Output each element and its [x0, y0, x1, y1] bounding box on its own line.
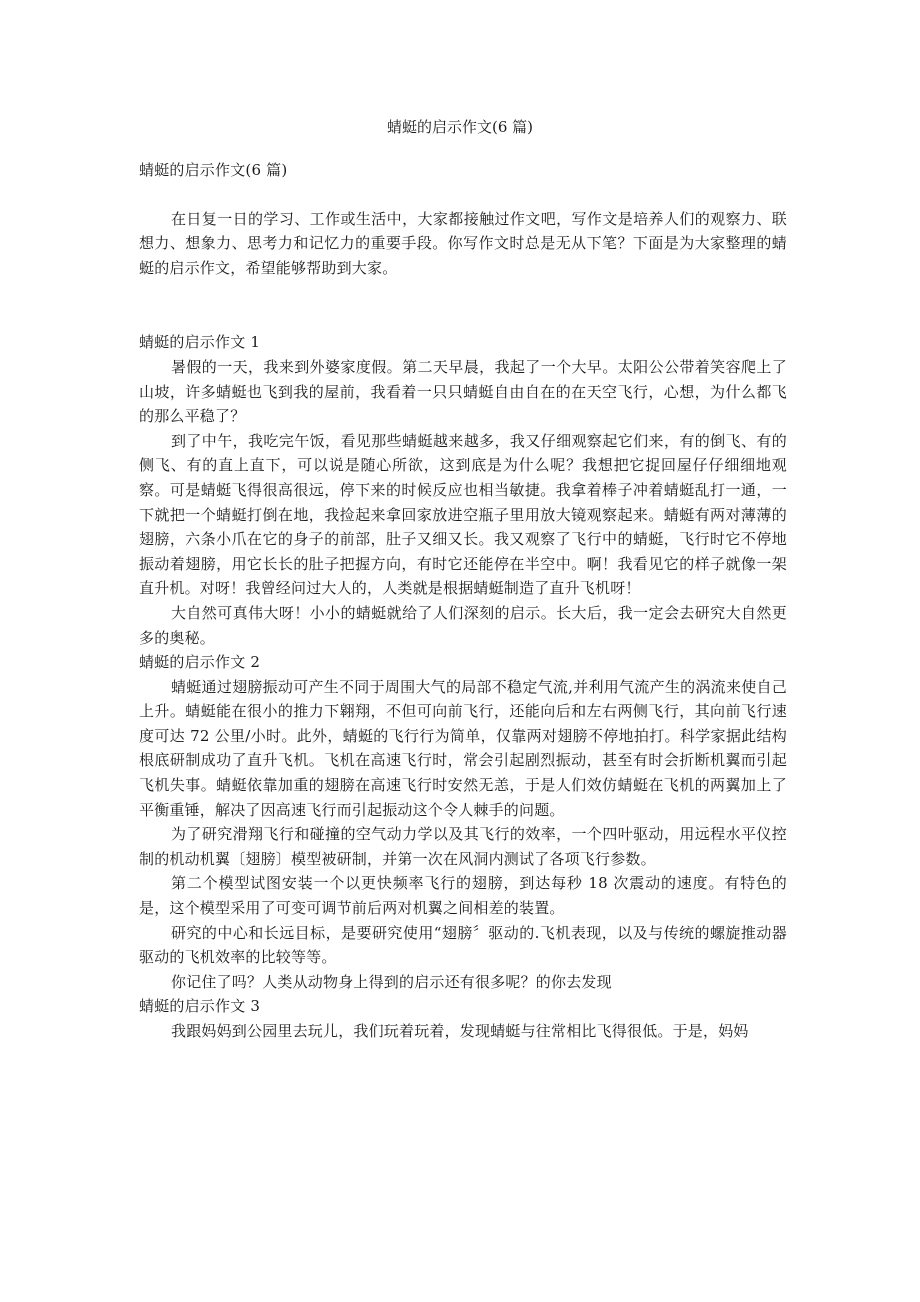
body-paragraph: 我跟妈妈到公园里去玩儿，我们玩着玩着，发现蜻蜓与往常相比飞得很低。于是，妈妈 [171, 1022, 749, 1040]
body-paragraph: 到了中午，我吃完午饭，看见那些蜻蜓越来越多，我又仔细观察起它们来，有的倒飞、有的侧飞、有的直上直下，可以说是随心所欲，这到底是为什么呢？我想把它捉回屋仔仔细细地观察。可是蜻蜓飞得很高很远，停下来的时候反应也相当敏捷。我拿着棒子冲着蜻蜓乱打一通，一下就把一个蜻蜓打倒在地，我捡起来拿回家放进空瓶子里用放大镜观察起来。蜻蜓有两对薄薄的翅膀，六条小爪在它的身子的前部，肚子又细又长。我又观察了飞行中的蜻蜓，飞行时它不停地振动着翅膀，用它长长的肚子把握方向，有时它还能停在半空中。啊！我看见它的样子就像一架直升机。对呀！我曾经问过大人的，人类就是根据蜻蜓制造了直升飞机呀！ [139, 431, 787, 598]
body-paragraph: 为了研究滑翔飞行和碰撞的空气动力学以及其飞行的效率，一个四叶驱动，用远程水平仪控制的机动机翼〔翅膀〕模型被研制，并第一次在风洞内测试了各项飞行参数。 [139, 825, 787, 868]
section-heading: 蜻蜓的启示作文 3 [139, 997, 261, 1016]
section-heading: 蜻蜓的启示作文 2 [139, 653, 261, 672]
body-paragraph: 蜻蜓通过翅膀振动可产生不同于周围大气的局部不稳定气流,并利用气流产生的涡流来使自己上升。蜻蜓能在很小的推力下翱翔，不但可向前飞行，还能向后和左右两侧飞行，其向前飞行速度可达 72 公里/小时。此外，蜻蜓的飞行行为简单，仅靠两对翅膀不停地拍打。科学家据此结构根底研制成功了直升飞机。飞机在高速飞行时，常会引起剧烈振动，甚至有时会折断机翼而引起飞机失事。蜻蜓依靠加重的翅膀在高速飞行时安然无恙，于是人们效仿蜻蜓在飞机的两翼加上了平衡重锤，解决了因高速飞行而引起振动这个令人棘手的问题。 [139, 677, 787, 819]
document-body [139, 158, 787, 1044]
body-paragraph: 你记住了吗？人类从动物身上得到的启示还有很多呢？的你去发现 [171, 972, 612, 991]
body-paragraph: 暑假的一天，我来到外婆家度假。第二天早晨，我起了一个大早。太阳公公带着笑容爬上了山坡，许多蜻蜓也飞到我的屋前，我看着一只只蜻蜓自由自在的在天空飞行，心想，为什么都飞的那么平稳了？ [139, 357, 787, 426]
spacer [139, 183, 787, 207]
body-paragraph: 大自然可真伟大呀！小小的蜻蜓就给了人们深刻的启示。长大后，我一定会去研究大自然更多的奥秘。 [139, 603, 787, 647]
spacer [139, 280, 787, 330]
body-paragraph: 第二个模型试图安装一个以更快频率飞行的翅膀，到达每秒 18 次震动的速度。有特色的是，这个模型采用了可变可调节前后两对机翼之间相差的装置。 [139, 874, 787, 918]
document-title: 蜻蜓的启示作文(6 篇) [386, 118, 534, 136]
intro-paragraph: 在日复一日的学习、工作或生活中，大家都接触过作文吧，写作文是培养人们的观察力、联想力、想象力、思考力和记忆力的重要手段。你写作文时总是无从下笔？下面是为大家整理的蜻蜓的启示作文，希望能够帮助到大家。 [139, 209, 787, 277]
section-heading: 蜻蜓的启示作文 1 [139, 333, 261, 352]
document-subtitle: 蜻蜓的启示作文(6 篇) [139, 161, 288, 179]
body-paragraph: 研究的中心和长远目标，是要研究使用“翅膀〞驱动的.飞机表现，以及与传统的螺旋推动器驱动的飞机效率的比较等等。 [139, 923, 787, 967]
